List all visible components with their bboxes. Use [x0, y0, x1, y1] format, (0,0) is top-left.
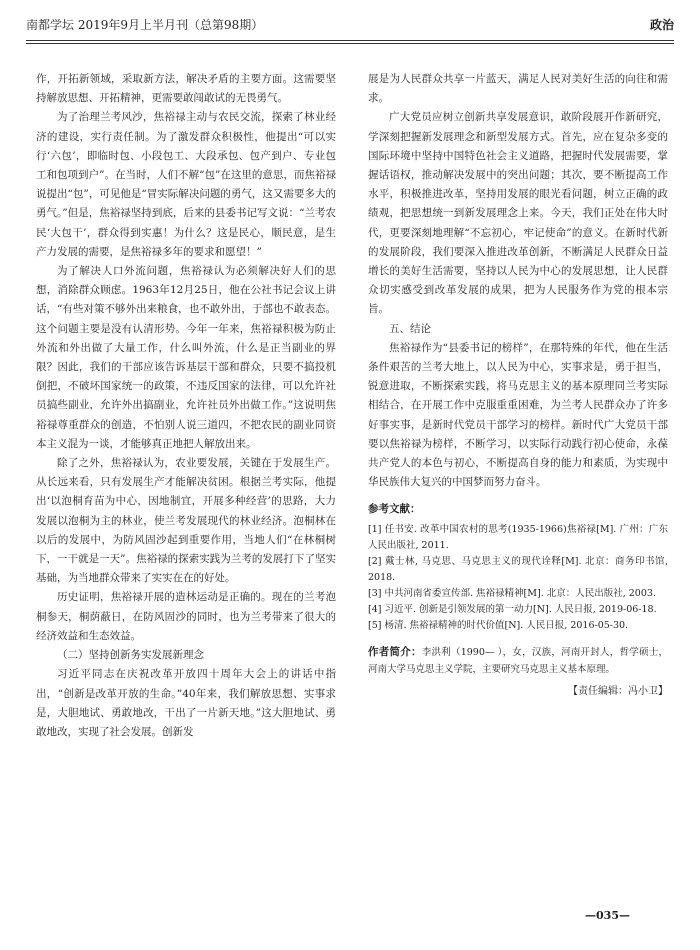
author-bio [368, 644, 668, 678]
paragraph: 焦裕禄作为“县委书记的榜样”，在那特殊的年代，他在生活条件艰苦的兰考大地上，以人民为中心，实事求是，勇于担当，锐意进取，不断探索实践，将马克思主义的基本原理同兰考实际相结合，在开展工作中克服重重困难，为兰考人民群众办了许多好事实事，是新时代党员干部学习的榜样。新时代广大党员干部要以焦裕禄为榜样，不断学习，以实际行动践行初心使命，永葆共产党人的本色与初心，不断提高自身的能力和素质，为实现中华民族伟大复兴的中国梦而努力奋斗。 [368, 341, 668, 489]
page-number: —035— [585, 909, 630, 922]
paragraph: 为了治理兰考风沙，焦裕禄主动与农民交流，探索了林业经济的建设，实行责任制。为了激发群众积极性，他提出“可以实行‘六包’，即临时包、小段包工、大段承包、包产到户、专业包工和包项到户”。在当时，人们不解“包”在这里的意思，而焦裕禄说提出“包”，可见他是“冒实际解决问题的勇气，这又需要多大的勇气。”但是，焦裕禄坚持到底，后来的县委书记写文说：“兰考农民‘大包干’，群众得到实惠！为什么？这是民心，顺民意，是生产力发展的需要，是焦裕禄多年的要求和愿望！” [36, 111, 336, 258]
reference-item: [4] 习近平. 创新是引领发展的第一动力[N]. 人民日报, 2019-06-18. [368, 603, 657, 615]
journal-title: 南都学坛 2019年9月上半月刊（总第98期） [26, 18, 264, 32]
editor-note: 【责任编辑：冯小卫】 [568, 685, 668, 697]
paragraph: 习近平同志在庆祝改革开放四十周年大会上的讲话中指出，“创新是改革开放的生命。”40年来，我们解放思想、实事求是，大胆地试、勇敢地改，干出了一片新天地。”这大胆地试、勇敢地改，实现了社会发展。创新发 [36, 668, 336, 738]
reference-item: [3] 中共河南省委宣传部. 焦裕禄精神[M]. 北京：人民出版社, 2003. [368, 587, 656, 599]
paragraph: 广大党员应树立创新共享发展意识，敢阶段展开作新研究，学深刻把握新发展理念和新型发展方式。首先，应在复杂多变的国际环境中坚持中国特色社会主义道路，把握时代发展需要，掌握话语权，推动解决发展中的突出问题；其次，要不断提高工作水平，积极推进改革，坚持用发展的眼光看问题，树立正确的政绩观，把思想统一到新发展理念上来。今天，我们正处在伟大时代，更要深刻地理解“不忘初心，牢记使命”的意义。在新时代新的发展阶段，我们要深入推进改革创新，不断满足人民群众日益增长的美好生活需要，坚持以人民为中心的发展思想，让人民群众切实感受到改革发展的成果，把为人民服务作为党的根本宗旨。 [368, 111, 668, 316]
section-label: 政治 [649, 18, 674, 32]
reference-item: [2] 戴士林, 马克思、马克思主义的现代诠释[M]. 北京：商务印书馆, 2018. [368, 555, 668, 583]
paragraph: 展是为人民群众共享一片蓝天，满足人民对美好生活的向往和需求。 [368, 73, 668, 105]
author-bio-label: 作者简介： [368, 645, 422, 658]
paragraph: 为了解决人口外流问题，焦裕禄认为必须解决好人们的思想，消除群众顾虑。1963年12月25日，他在公社书记会议上讲话，“有些对策不够外出来粮食，也不敢外出，于部也不敢表态。这个问题主要是没有认清形势。今年一年来，焦裕禄积极为防止外流和外出做了大量工作，什么叫外流，什么是正当副业的界限？因此，我们的干部应该告诉基层干部和群众，只要不搞投机倒把，不破坏国家统一的政策，不违反国家的法律，可以允许社员搞些副业，允许外出搞副业，允许社员外出做工作。”这说明焦裕禄尊重群众的创造，不怕别人说三道四，不把农民的副业同资本主义混为一谈，才能够真正地把人解放出来。 [36, 265, 336, 450]
reference-item: [1] 任书安. 改革中国农村的思考(1935-1966)焦裕禄[M]. 广州：广东人民出版社, 2011. [368, 523, 668, 551]
references [368, 500, 668, 633]
running-header [26, 14, 674, 36]
author-bio-text: 李洪利（1990— ），女，汉族，河南开封人，哲学硕士，河南大学马克思主义学院，主要研究马克思主义基本原理。 [368, 646, 669, 675]
reference-item: [5] 杨清. 焦裕禄精神的时代价值[N]. 人民日报, 2016-05-30. [368, 619, 629, 631]
subsection-heading: （二）坚持创新务实发展新理念 [57, 649, 204, 662]
left-column [36, 70, 336, 742]
paragraph: 作，开拓新领域，采取新方法，解决矛盾的主要方面。这需要坚持解放思想、开拓精神，更需要敢闯敢试的无畏勇气。 [36, 73, 336, 105]
header-rule [26, 40, 674, 41]
header-rule-thin [26, 43, 674, 44]
paragraph: 除了之外，焦裕禄认为，农业要发展，关键在于发展生产。从长远来看，只有发展生产才能解决贫困。根据兰考实际，他提出‘以泡桐育苗为中心，因地制宜，开展多种经营’的思路，大力发展以泡桐为主的林业，使兰考发展现代的林业经济。泡桐林在以后的发展中，为防风固沙起到重要作用，当地人们“在林桐树下，一干就是一天”。焦裕禄的探索实践为兰考的发展打下了坚实基础，为当地群众带来了实实在在的好处。 [36, 457, 336, 585]
references-title: 参考文献： [368, 503, 421, 516]
right-column [368, 70, 668, 701]
section-heading: 五、结论 [389, 322, 431, 335]
paragraph: 历史证明，焦裕禄开展的造林运动是正确的。现在的兰考泡桐参天，桐荫蔽日，在防风固沙的同时，也为兰考带来了很大的经济效益和生态效益。 [36, 591, 336, 642]
